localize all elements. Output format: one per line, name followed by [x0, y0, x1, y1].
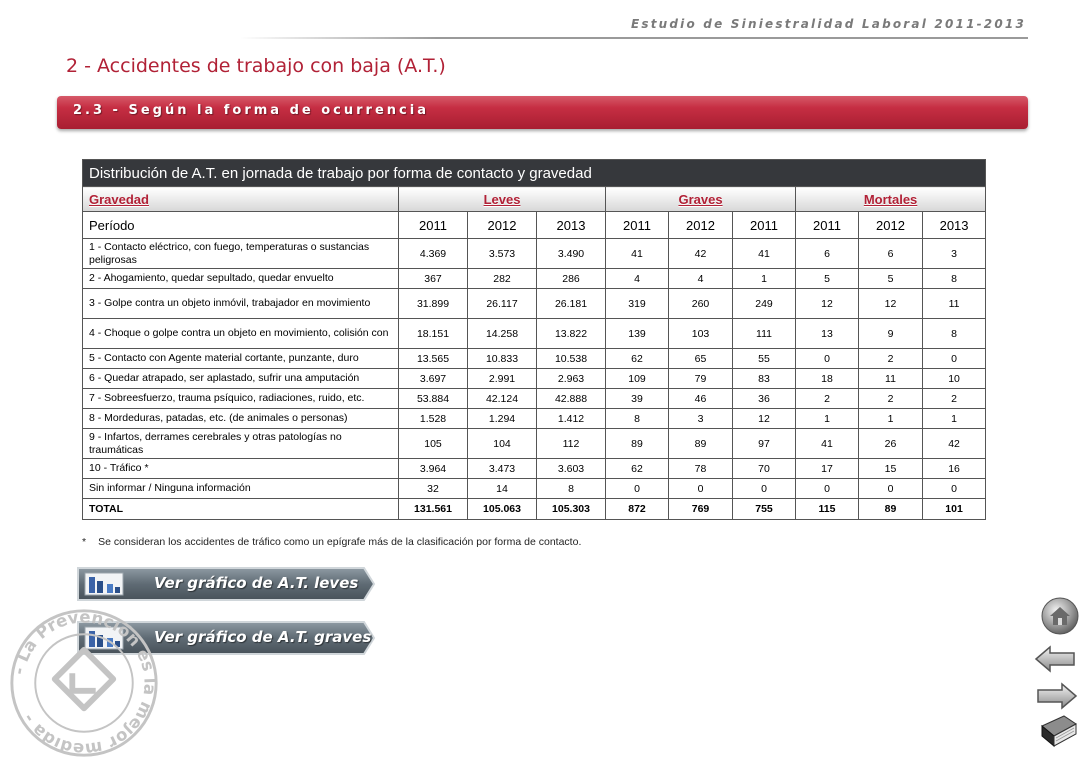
table-row [83, 429, 986, 459]
table-cell: 1 [859, 409, 923, 429]
stamp-text: - La Prevención es la mejor medida - [9, 607, 160, 759]
table-cell: 2 [923, 389, 986, 409]
table-cell: 8 [923, 269, 986, 289]
table-cell: 31.899 [399, 289, 468, 319]
table-cell: 103 [669, 319, 733, 349]
year-header: 2011 [733, 212, 796, 239]
table-row [83, 269, 986, 289]
table-cell: 2 [859, 389, 923, 409]
table-cell: 2 [859, 349, 923, 369]
table-cell: 8 [923, 319, 986, 349]
table-cell: 89 [606, 429, 669, 459]
table-cell: 26.181 [537, 289, 606, 319]
table-cell: 10 [923, 369, 986, 389]
table-cell: 41 [606, 239, 669, 269]
table-cell: 62 [606, 459, 669, 479]
table-cell: 70 [733, 459, 796, 479]
table-cell: 0 [796, 349, 859, 369]
table-cell: 11 [859, 369, 923, 389]
table-cell: 0 [733, 479, 796, 499]
row-label: 3 - Golpe contra un objeto inmóvil, trabajador en movimiento [83, 289, 399, 319]
table-cell: 2.963 [537, 369, 606, 389]
table-cell: 1 [796, 409, 859, 429]
table-cell: 12 [733, 409, 796, 429]
table-cell: 109 [606, 369, 669, 389]
table-cell: 3.473 [468, 459, 537, 479]
table-cell: 2.991 [468, 369, 537, 389]
table-cell: 55 [733, 349, 796, 369]
year-header: 2011 [796, 212, 859, 239]
total-cell: 872 [606, 499, 669, 520]
table-cell: 0 [796, 479, 859, 499]
table-cell: 319 [606, 289, 669, 319]
table-cell: 11 [923, 289, 986, 319]
table-row [83, 319, 986, 349]
total-row [83, 499, 986, 520]
row-label: 10 - Tráfico * [83, 459, 399, 479]
forward-arrow-icon[interactable] [1036, 682, 1078, 710]
table-cell: 104 [468, 429, 537, 459]
table-cell: 97 [733, 429, 796, 459]
table-row [83, 389, 986, 409]
table-row [83, 409, 986, 429]
view-graves-label: Ver gráfico de A.T. graves [154, 628, 372, 646]
table-cell: 0 [859, 479, 923, 499]
study-header: Estudio de Siniestralidad Laboral 2011-2013 [630, 17, 1026, 31]
period-row [83, 212, 986, 239]
group-leves: Leves [399, 187, 606, 212]
table-cell: 112 [537, 429, 606, 459]
table-cell: 53.884 [399, 389, 468, 409]
table-title: Distribución de A.T. en jornada de trabajo por forma de contacto y gravedad [83, 160, 986, 187]
table-cell: 62 [606, 349, 669, 369]
table-cell: 42 [923, 429, 986, 459]
table-cell: 139 [606, 319, 669, 349]
group-mortales: Mortales [796, 187, 986, 212]
table-cell: 13.565 [399, 349, 468, 369]
periodo-header: Período [83, 212, 399, 239]
row-label: 7 - Sobreesfuerzo, trauma psíquico, radiaciones, ruido, etc. [83, 389, 399, 409]
gravedad-header: Gravedad [83, 187, 399, 212]
table-row [83, 289, 986, 319]
table-cell: 65 [669, 349, 733, 369]
table-cell: 3 [669, 409, 733, 429]
table-cell: 3.490 [537, 239, 606, 269]
table-cell: 1.294 [468, 409, 537, 429]
table-cell: 4 [669, 269, 733, 289]
table-cell: 3.603 [537, 459, 606, 479]
table-cell: 42.888 [537, 389, 606, 409]
page-title: 2 - Accidentes de trabajo con baja (A.T.) [66, 55, 446, 77]
table-cell: 1.412 [537, 409, 606, 429]
table-row [83, 349, 986, 369]
book-icon[interactable] [1038, 714, 1078, 748]
row-label: 2 - Ahogamiento, quedar sepultado, quedar envuelto [83, 269, 399, 289]
table-row [83, 459, 986, 479]
table-cell: 111 [733, 319, 796, 349]
table-cell: 1 [733, 269, 796, 289]
footnote-text: Se consideran los accidentes de tráfico como un epígrafe más de la clasificación por forma de contacto. [98, 536, 582, 548]
table-cell: 79 [669, 369, 733, 389]
header-rule [240, 37, 1028, 39]
view-leves-label: Ver gráfico de A.T. leves [154, 574, 359, 592]
year-header: 2011 [399, 212, 468, 239]
year-header: 2013 [537, 212, 606, 239]
table-cell: 36 [733, 389, 796, 409]
row-label: 5 - Contacto con Agente material cortante, punzante, duro [83, 349, 399, 369]
table-cell: 282 [468, 269, 537, 289]
table-cell: 8 [606, 409, 669, 429]
footnote [82, 536, 581, 548]
year-header: 2012 [859, 212, 923, 239]
table-cell: 13 [796, 319, 859, 349]
view-leves-chart-button[interactable] [76, 566, 376, 602]
home-icon[interactable] [1040, 596, 1080, 636]
table-cell: 5 [796, 269, 859, 289]
table-cell: 13.822 [537, 319, 606, 349]
row-label: 4 - Choque o golpe contra un objeto en movimiento, colisión con [83, 319, 399, 349]
table-cell: 6 [859, 239, 923, 269]
prevention-stamp-icon [6, 605, 162, 761]
table-cell: 2 [796, 389, 859, 409]
table-cell: 42 [669, 239, 733, 269]
table-cell: 41 [733, 239, 796, 269]
total-cell: 769 [669, 499, 733, 520]
svg-text:- La Prevención es la mejor me [9, 607, 159, 758]
year-header: 2012 [468, 212, 537, 239]
table-cell: 1 [923, 409, 986, 429]
bar-chart-icon [84, 572, 124, 596]
table-cell: 367 [399, 269, 468, 289]
table-cell: 6 [796, 239, 859, 269]
table-row [83, 239, 986, 269]
table-cell: 9 [859, 319, 923, 349]
table-cell: 39 [606, 389, 669, 409]
table-cell: 26.117 [468, 289, 537, 319]
table-cell: 32 [399, 479, 468, 499]
table-cell: 18 [796, 369, 859, 389]
table-cell: 4 [606, 269, 669, 289]
table-cell: 12 [859, 289, 923, 319]
row-label: 9 - Infartos, derrames cerebrales y otras patologías no traumáticas [83, 429, 399, 459]
total-cell: 131.561 [399, 499, 468, 520]
section-title: 2.3 - Según la forma de ocurrencia [73, 103, 429, 118]
table-body [83, 239, 986, 499]
table-cell: 260 [669, 289, 733, 319]
row-label: Sin informar / Ninguna información [83, 479, 399, 499]
table-cell: 89 [669, 429, 733, 459]
table-cell: 83 [733, 369, 796, 389]
table-cell: 249 [733, 289, 796, 319]
table-cell: 18.151 [399, 319, 468, 349]
table-cell: 1.528 [399, 409, 468, 429]
table-cell: 78 [669, 459, 733, 479]
table-cell: 46 [669, 389, 733, 409]
total-cell: 115 [796, 499, 859, 520]
table-cell: 0 [923, 479, 986, 499]
group-graves: Graves [606, 187, 796, 212]
total-cell: 105.063 [468, 499, 537, 520]
table-row [83, 479, 986, 499]
table-cell: 0 [923, 349, 986, 369]
table-cell: 0 [669, 479, 733, 499]
table-cell: 10.538 [537, 349, 606, 369]
total-cell: 89 [859, 499, 923, 520]
table-cell: 0 [606, 479, 669, 499]
table-cell: 105 [399, 429, 468, 459]
table-cell: 3 [923, 239, 986, 269]
total-cell: 105.303 [537, 499, 606, 520]
total-cell: 101 [923, 499, 986, 520]
footnote-marker: * [82, 536, 87, 548]
table-cell: 10.833 [468, 349, 537, 369]
section-bar [57, 96, 1028, 129]
total-label: TOTAL [83, 499, 399, 520]
row-label: 6 - Quedar atrapado, ser aplastado, sufrir una amputación [83, 369, 399, 389]
table-cell: 15 [859, 459, 923, 479]
table-cell: 14 [468, 479, 537, 499]
table-cell: 3.697 [399, 369, 468, 389]
back-arrow-icon[interactable] [1034, 645, 1076, 673]
table-cell: 3.573 [468, 239, 537, 269]
table-cell: 3.964 [399, 459, 468, 479]
table-cell: 286 [537, 269, 606, 289]
table-cell: 41 [796, 429, 859, 459]
table-cell: 16 [923, 459, 986, 479]
total-cell: 755 [733, 499, 796, 520]
table-cell: 4.369 [399, 239, 468, 269]
table-cell: 14.258 [468, 319, 537, 349]
year-header: 2013 [923, 212, 986, 239]
table-cell: 12 [796, 289, 859, 319]
table-row [83, 369, 986, 389]
table-cell: 26 [859, 429, 923, 459]
accidents-table [82, 159, 986, 520]
table-cell: 8 [537, 479, 606, 499]
row-label: 8 - Mordeduras, patadas, etc. (de animales o personas) [83, 409, 399, 429]
year-header: 2011 [606, 212, 669, 239]
table-cell: 5 [859, 269, 923, 289]
year-header: 2012 [669, 212, 733, 239]
table-cell: 42.124 [468, 389, 537, 409]
row-label: 1 - Contacto eléctrico, con fuego, temperaturas o sustancias peligrosas [83, 239, 399, 269]
table-cell: 17 [796, 459, 859, 479]
